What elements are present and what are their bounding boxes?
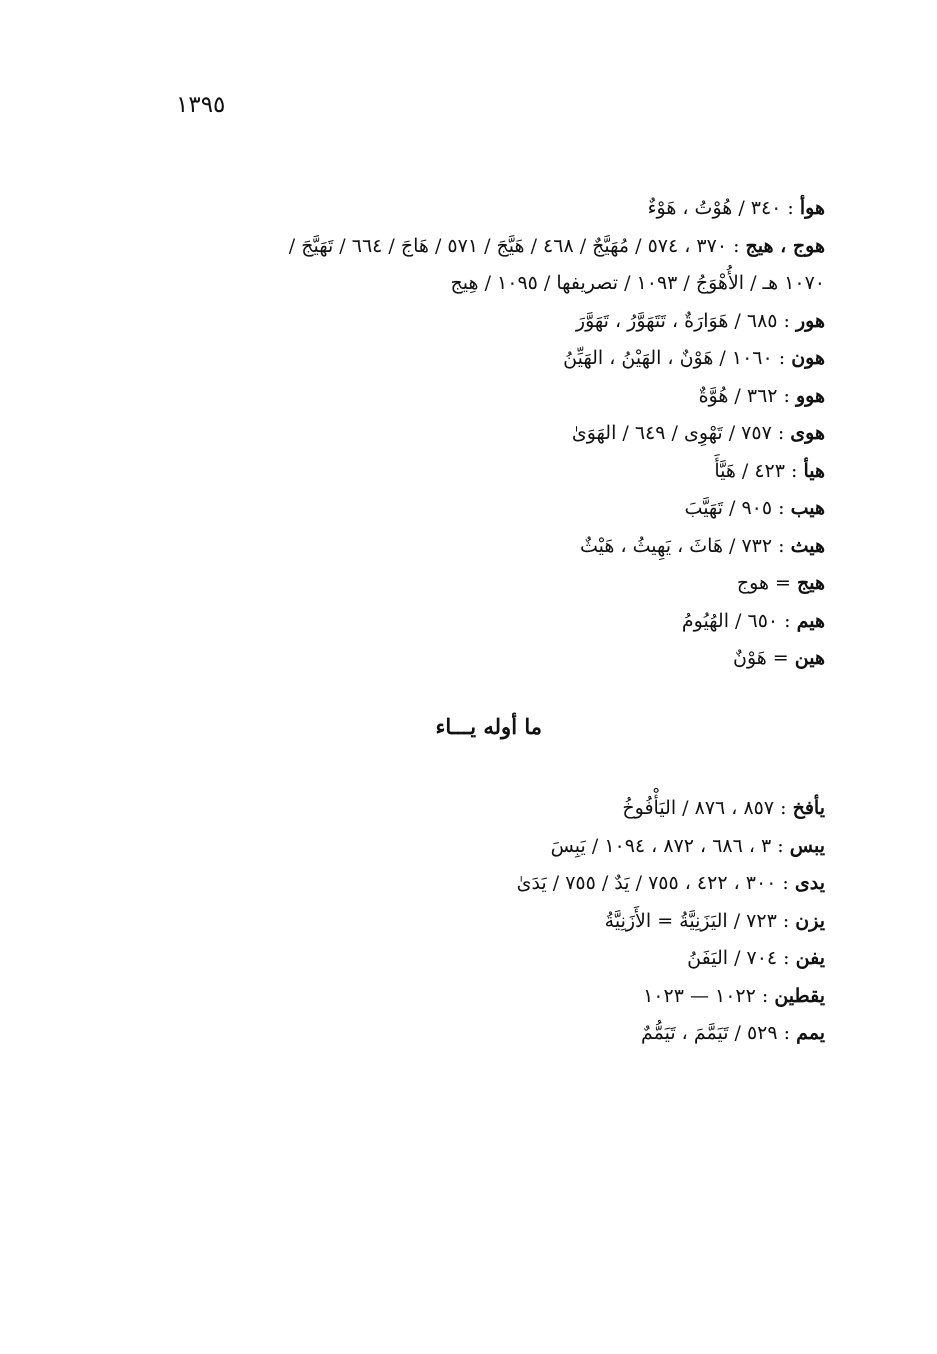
page-number: ١٣٩٥	[176, 92, 226, 118]
index-entry	[145, 453, 825, 491]
headword: يزن	[795, 909, 825, 932]
index-entry	[145, 865, 825, 903]
headword: يفن	[795, 947, 825, 969]
index-entry	[145, 1015, 825, 1053]
index-entry-continuation	[145, 265, 825, 303]
index-entry	[145, 565, 825, 603]
entry-references: = هَوْنٌ	[732, 647, 795, 669]
entry-references: : ٣٠٠ ، ٤٢٢ ، ٧٥٥ / يَدٌ / ٧٥٥ / يَدَىٰ	[516, 872, 795, 894]
headword: هوو	[795, 384, 825, 407]
index-entry	[145, 978, 825, 1016]
index-entry	[145, 790, 825, 828]
index-entry	[145, 190, 825, 228]
entry-references: : ٤٢٣ / هَيَّأَ	[714, 459, 804, 482]
index-entry	[145, 378, 825, 416]
entry-references: : ١٠٦٠ / هَوْنٌ ، الهَيْنُ ، الهَيِّنُ	[563, 347, 792, 369]
entry-references: : ٥٢٩ / تَيَمَّمَ ، تَيَمُّمٌ	[640, 1022, 797, 1044]
headword: يأفخ	[792, 797, 825, 819]
index-entry	[145, 303, 825, 341]
index-entry	[145, 828, 825, 866]
entry-references: ١٠٧٠ هـ / الأُهْوَجُ / ١٠٩٣ / تصريفها / ١٠٩٥ / هِيج	[450, 272, 825, 294]
headword: هيم	[796, 609, 825, 632]
entry-references: : ٩٠٥ / تَهَيَّبَ	[684, 497, 791, 519]
index-entry	[145, 903, 825, 941]
headword: هيأ	[803, 459, 825, 482]
index-entry	[145, 603, 825, 641]
headword: هور	[795, 309, 825, 332]
entry-references: = هوج	[736, 572, 797, 594]
index-entry	[145, 528, 825, 566]
entry-references: : ٣٦٢ / هُوَّةٌ	[698, 384, 796, 407]
entry-references: : ١٠٢٢ — ١٠٢٣	[643, 984, 775, 1007]
index-entry	[145, 640, 825, 678]
section-heading: ما أوله يـــاء	[435, 714, 542, 739]
headword: هيث	[790, 534, 825, 557]
headword: يقطين	[774, 984, 825, 1007]
index-entry	[145, 490, 825, 528]
entry-references: : ٨٥٧ ، ٨٧٦ / اليَأْفُوخُ	[622, 797, 793, 819]
entry-references: : ٦٥٠ / الهُيُومُ	[681, 609, 797, 632]
headword: هوأ	[799, 197, 825, 219]
headword: يمم	[796, 1022, 825, 1044]
headword: هوج ، هيج	[745, 234, 825, 257]
headword: يدى	[794, 872, 825, 894]
headword: هيج	[796, 572, 825, 594]
index-entry	[145, 228, 825, 266]
index-entry	[145, 415, 825, 453]
entry-references: : ٧٠٤ / اليَفَنُ	[687, 947, 796, 969]
headword: هيب	[790, 497, 825, 519]
index-entry	[145, 940, 825, 978]
entry-references: : ٧٥٧ / تَهْوِى / ٦٤٩ / الهَوَىٰ	[571, 422, 791, 444]
headword: هون	[791, 347, 825, 369]
index-section-ha	[145, 190, 825, 678]
entry-references: : ٣ ، ٦٨٦ ، ٨٧٢ ، ١٠٩٤ / يَبِسَ	[550, 834, 790, 857]
index-section-ya	[145, 790, 825, 1053]
headword: هوى	[790, 422, 825, 444]
entry-references: : ٧٢٣ / اليَزَنِيَّةُ = الأَزَنِيَّةُ	[604, 909, 796, 932]
index-entry	[145, 340, 825, 378]
headword: يبس	[789, 834, 825, 857]
headword: هين	[794, 647, 825, 669]
entry-references: : ٣٧٠ ، ٥٧٤ / مُهَيَّجٌ / ٤٦٨ / هَيَّجَ / ٥٧١ / هَاجَ / ٦٦٤ / تَهَيَّجَ /	[288, 234, 746, 257]
entry-references: : ٣٤٠ / هُوْتُ ، هَوْءٌ	[647, 197, 800, 219]
entry-references: : ٦٨٥ / هَوَارَةٌ ، تَتَهَوَّرُ ، تَهَوَّرَ	[575, 309, 796, 332]
entry-references: : ٧٣٢ / هَاثَ ، يَهِيثُ ، هَيْثٌ	[580, 534, 791, 557]
